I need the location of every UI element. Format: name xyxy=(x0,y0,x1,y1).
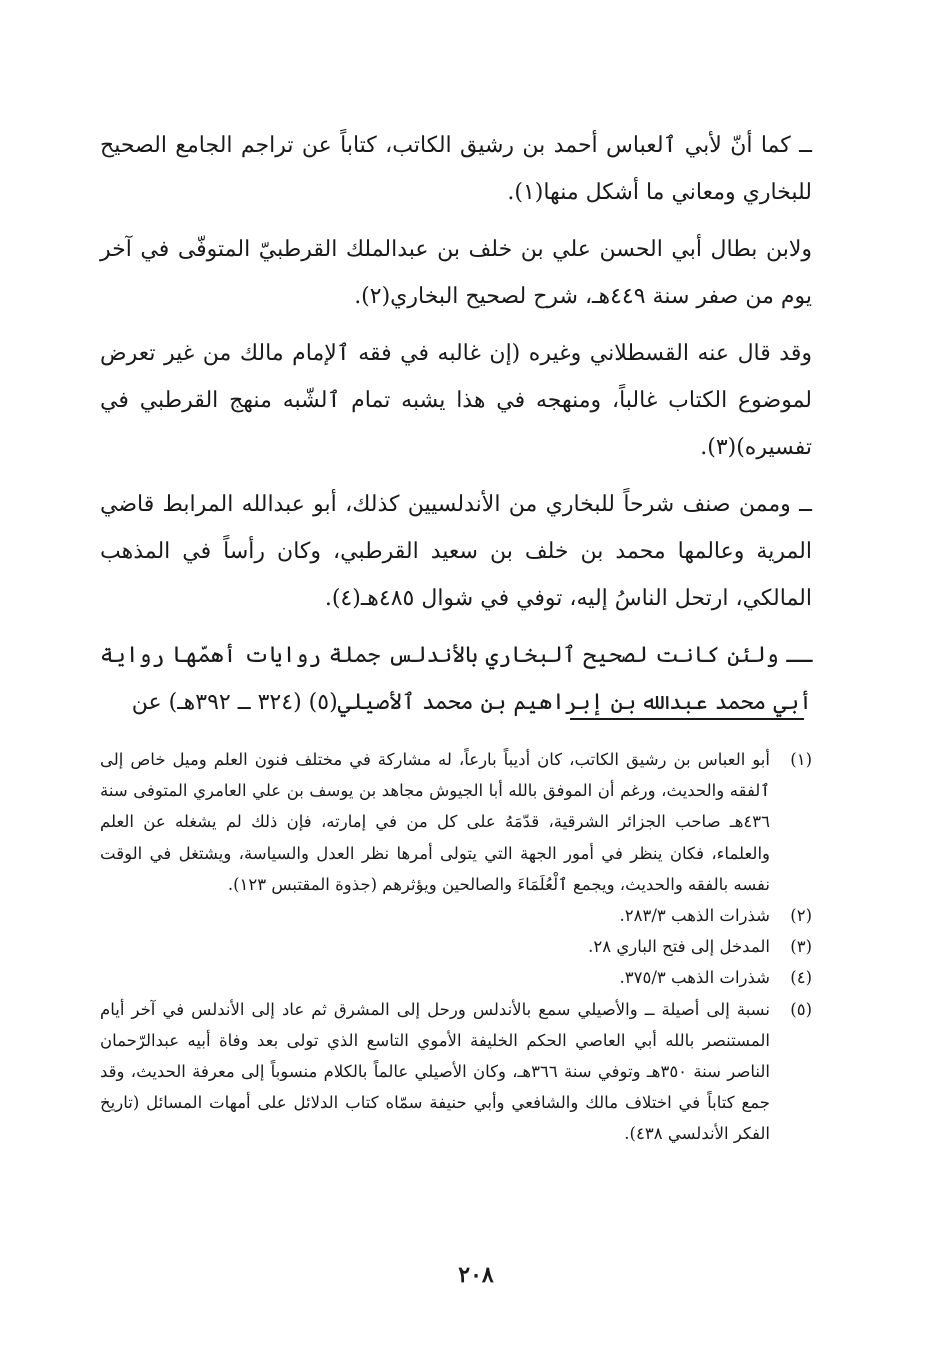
main-paragraph: ــ كما أنّ لأبي ٱلعباس أحمد بن رشيق الكاتب، كتاباً عن تراجم الجامع الصحيح للبخاري ومعاني ما أشكل منها(١). xyxy=(100,133,812,205)
footnote xyxy=(100,994,812,1150)
page-number: ٢٠٨ xyxy=(458,1262,494,1288)
main-paragraph: وقد قال عنه القسطلاني وغيره (إن غالبه في فقه ٱلإمام مالك من غير تعرض لموضوع الكتاب غالباً، ومنهجه في هذا يشبه تمام ٱلشّبه منهج القرطبي في تفسيره)(٣). xyxy=(100,341,812,460)
footnote-number: (٤) xyxy=(790,968,812,988)
main-paragraph: ولابن بطال أبي الحسن علي بن خلف بن عبدالملك القرطبيّ المتوفّى في آخر يوم من صفر سنة ٤٤٩هـ، شرح لصحيح البخاري(٢). xyxy=(100,237,812,309)
footnote-number: (٢) xyxy=(790,906,812,926)
footnote-number: (١) xyxy=(790,750,812,769)
footnote xyxy=(100,744,812,900)
footnote-text: شذرات الذهب ٣٧٥/٣. xyxy=(619,968,770,988)
footnote-text: نسبة إلى أصيلة ــ والأصيلي سمع بالأندلس ورحل إلى المشرق ثم عاد إلى الأندلس في آخر أيام المستنصر بالله أبي العاصي الحكم الخليفة الأموي التاسع الذي تولى بعد وفاة أبيه عبدالرّحمان الناصر سنة ٣٥٠هـ وتوفي سنة ٣٦٦هـ، وكان الأصيلي عالماً بالكلام منسوباً إلى معرفة الحديث، وقد جمع كتاباً في اختلاف مالك والشافعي وأبي حنيفة سمّاه كتاب الدلائل على أمهات المسائل (تاريخ الفكر الأندلسي ٤٣٨). xyxy=(100,999,770,1144)
footnote-number: (٥) xyxy=(790,999,812,1019)
main-text xyxy=(100,122,812,736)
main-paragraph: ــ وممن صنف شرحاً للبخاري من الأندلسيين كذلك، أبو عبدالله المرابط قاضي المرية وعالمها محمد بن خلف بن سعيد القرطبي، وكان رأساً في المذهب المالكي، ارتحل الناسُ إليه، توفي في شوال ٤٨٥هـ(٤). xyxy=(100,492,812,611)
footnotes xyxy=(100,744,812,1150)
footnote-text: شذرات الذهب ٢٨٣/٣. xyxy=(619,906,770,926)
footnote xyxy=(100,931,812,962)
footnote-separator xyxy=(570,718,804,720)
footnote xyxy=(100,900,812,931)
footnote xyxy=(100,962,812,993)
footnote-number: (٣) xyxy=(790,937,812,957)
footnote-text: أبو العباس بن رشيق الكاتب، كان أديباً بارعاً، له مشاركة في مختلف فنون العلم وميل خاص إلى ٱلفقه والحديث، ورغم أن الموفق بالله أبا الجيوش مجاهد بن يوسف بن علي العامري المتوفى سنة ٤٣٦هـ صاحب الجزائر الشرقية، قدّمَهُ على كل من في إمارته، فإن ذلك لم يشغله عن العلم والعلماء، فكان ينظر في أمور الجهة التي يتولى أمرها نظر العدل والسياسة، ويشتغل في الوقت نفسه بالفقه والحديث، ويجمع ٱلْعُلَمَاءَ والصالحين ويؤثرهم (جذوة المقتبس ١٢٣). xyxy=(100,750,770,894)
main-paragraph: ــ ولئن كانت لصحيح ٱلبخاري بالأندلس جملة روايات أهمّها رواية أبي محمد عبدالله بن إبراهيم بن محمد ٱلأصيلي(٥) (٣٢٤ ــ ٣٩٢هـ) عن xyxy=(100,643,812,715)
footnote-text: المدخل إلى فتح الباري ٢٨. xyxy=(588,937,770,957)
